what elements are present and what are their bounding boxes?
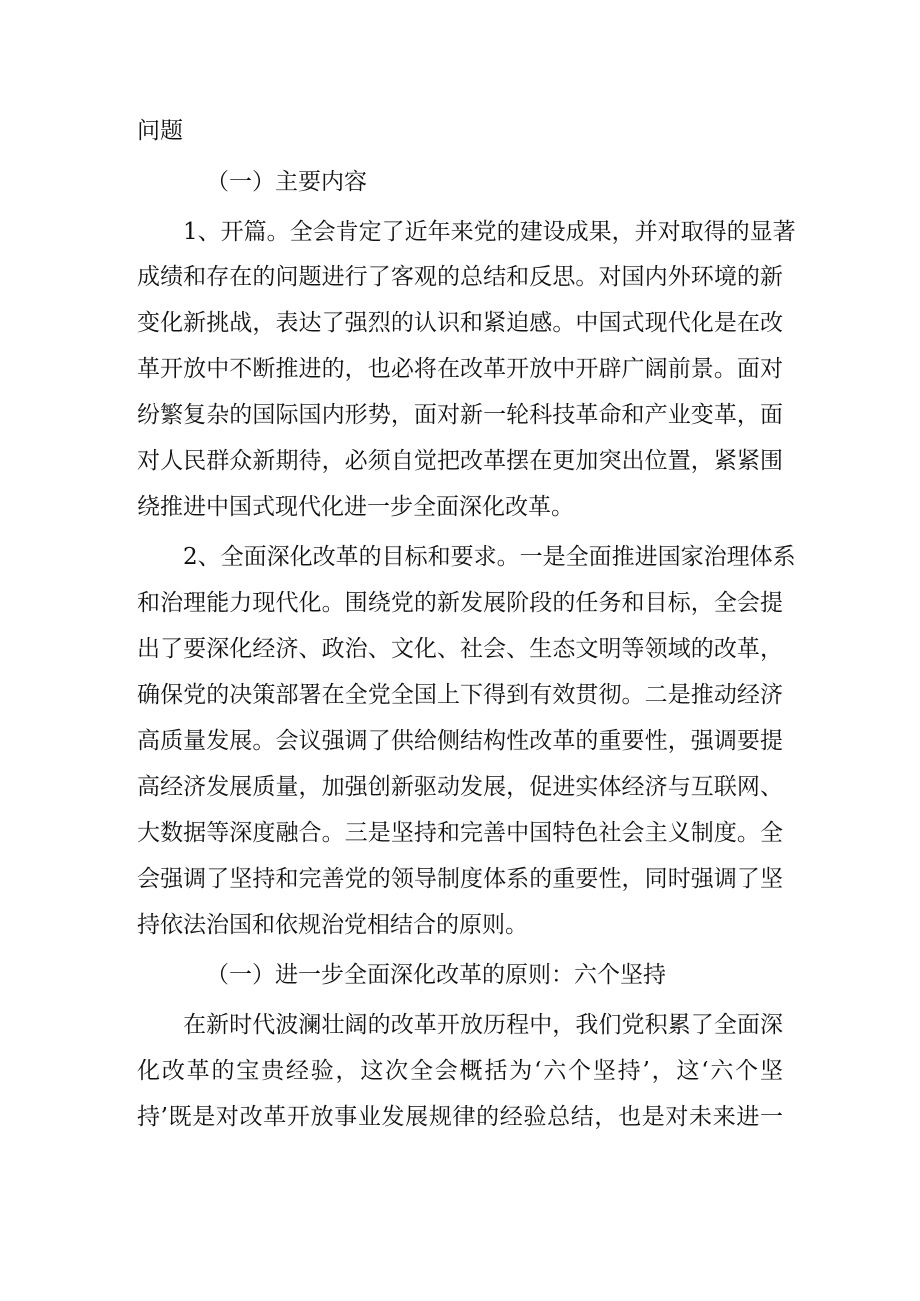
- paragraph-line: 会强调了坚持和完善党的领导制度体系的重要性，同时强调了坚: [137, 866, 783, 892]
- paragraph-line: 2、全面深化改革的目标和要求。一是全面推进国家治理体系: [183, 544, 796, 570]
- paragraph-line: 和治理能力现代化。围绕党的新发展阶段的任务和目标，全会提: [137, 590, 783, 616]
- paragraph-line: 持’既是对改革开放事业发展规律的经验总结，也是对未来进一: [137, 1104, 783, 1130]
- paragraph-line: 持依法治国和依规治党相结合的原则。: [137, 912, 528, 938]
- paragraph-line: 对人民群众新期待，必须自觉把改革摆在更加突出位置，紧紧围: [137, 448, 783, 474]
- paragraph-line: 绕推进中国式现代化进一步全面深化改革。: [137, 494, 574, 520]
- section-heading-six-principles: （一）进一步全面深化改革的原则：六个坚持: [206, 962, 666, 988]
- paragraph-line: 成绩和存在的问题进行了客观的总结和反思。对国内外环境的新: [137, 264, 783, 290]
- paragraph-line: 确保党的决策部署在全党全国上下得到有效贯彻。二是推动经济: [137, 682, 783, 708]
- paragraph-line: 纷繁复杂的国际国内形势，面对新一轮科技革命和产业变革，面: [137, 402, 783, 428]
- text-line-fragment: 问题: [137, 118, 183, 144]
- section-heading-main-content: （一）主要内容: [206, 169, 367, 195]
- paragraph-line: 在新时代波澜壮阔的改革开放历程中，我们党积累了全面深: [183, 1012, 783, 1038]
- paragraph-line: 高经济发展质量，加强创新驱动发展，促进实体经济与互联网、: [137, 774, 783, 800]
- paragraph-line: 出了要深化经济、政治、文化、社会、生态文明等领域的改革，: [137, 636, 783, 662]
- paragraph-line: 革开放中不断推进的，也必将在改革开放中开辟广阔前景。面对: [137, 356, 783, 382]
- paragraph-line: 1、开篇。全会肯定了近年来党的建设成果，并对取得的显著: [183, 219, 796, 245]
- paragraph-line: 化改革的宝贵经验，这次全会概括为‘六个坚持’，这‘六个坚: [137, 1058, 783, 1084]
- paragraph-line: 变化新挑战，表达了强烈的认识和紧迫感。中国式现代化是在改: [137, 310, 783, 336]
- paragraph-line: 高质量发展。会议强调了供给侧结构性改革的重要性，强调要提: [137, 728, 783, 754]
- paragraph-line: 大数据等深度融合。三是坚持和完善中国特色社会主义制度。全: [137, 820, 783, 846]
